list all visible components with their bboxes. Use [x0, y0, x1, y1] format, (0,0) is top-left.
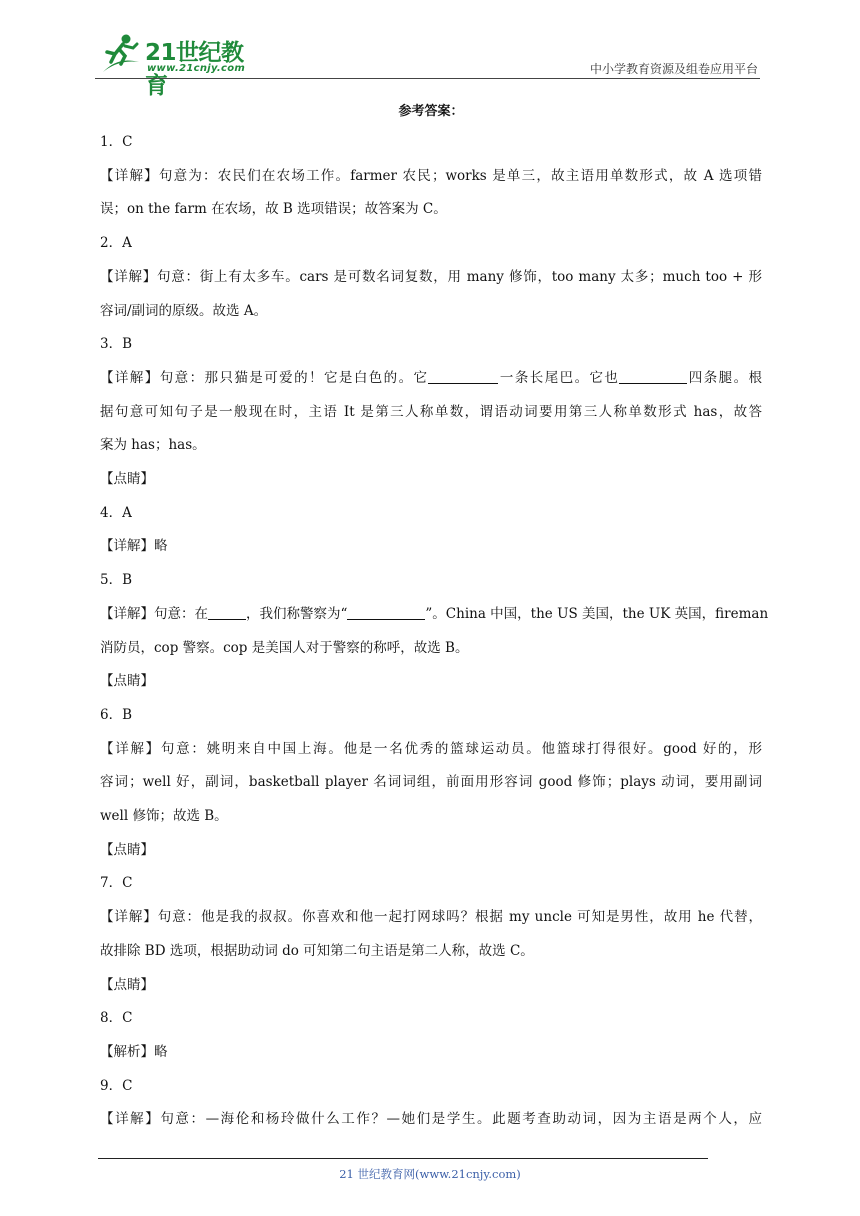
answer-note: 【点睛】 [100, 673, 154, 690]
answer-content [100, 102, 769, 1137]
answer-number: 2．A [100, 235, 132, 252]
answer-detail: 【详解】句意为：农民们在农场工作。farmer 农民；works 是单三，故主语用单数形式，故 A 选项错 [100, 167, 762, 184]
blank-line [208, 605, 246, 620]
footer-divider [98, 1158, 708, 1159]
answer-number: 8．C [100, 1010, 133, 1027]
answer-detail: 【详解】句意：那只猫是可爱的！它是白色的。它 一条长尾巴。它也 四条腿。根 [100, 369, 763, 386]
answer-detail: 案为 has；has。 [100, 437, 206, 454]
answer-detail: 【详解】略 [100, 538, 168, 555]
answer-detail: 【详解】句意：街上有太多车。cars 是可数名词复数，用 many 修饰，too many 太多；much too + 形 [100, 268, 762, 285]
answer-number: 9．C [100, 1077, 133, 1094]
answer-note: 【点睛】 [100, 471, 154, 488]
answer-detail: 故排除 BD 选项，根据助动词 do 可知第二句主语是第二人称，故选 C。 [100, 942, 534, 959]
answer-detail: 消防员，cop 警察。cop 是美国人对于警察的称呼，故选 B。 [100, 639, 469, 656]
header-divider [95, 78, 760, 79]
answer-detail: 据句意可知句子是一般现在时，主语 It 是第三人称单数，谓语动词要用第三人称单数形式 has，故答 [100, 403, 762, 420]
answer-detail: 容词/副词的原级。故选 A。 [100, 302, 268, 319]
blank-line [619, 369, 687, 384]
answer-note: 【点睛】 [100, 976, 154, 993]
answer-detail: 【详解】句意：在 ，我们称警察为“ ”。China 中国，the US 美国，the UK 英国，fireman [100, 605, 769, 622]
answer-number: 4．A [100, 504, 132, 521]
answer-number: 3．B [100, 336, 133, 353]
answer-number: 7．C [100, 875, 133, 892]
answer-number: 1．C [100, 134, 133, 150]
answer-note: 【点睛】 [100, 841, 154, 858]
runner-logo-icon [95, 32, 143, 76]
blank-line [428, 369, 498, 384]
brand-name: 21世纪教育 [145, 40, 244, 99]
page-footer: 21 世纪教育网(www.21cnjy.com) [339, 1167, 521, 1181]
page-header [95, 30, 760, 99]
answer-detail: 容词；well 好，副词，basketball player 名词词组，前面用形容词 good 修饰；plays 动词，要用副词 [100, 774, 762, 791]
answer-number: 5．B [100, 572, 133, 589]
answer-detail: 【详解】句意：他是我的叔叔。你喜欢和他一起打网球吗？根据 my uncle 可知是男性，故用 he 代替， [100, 909, 762, 926]
answer-detail: 【解析】略 [100, 1043, 168, 1060]
answer-number: 6．B [100, 706, 133, 723]
answer-detail: 【详解】句意：—海伦和杨玲做什么工作？—她们是学生。此题考查助动词，因为主语是两个人，应 [100, 1111, 762, 1128]
page-title: 参考答案： [398, 104, 464, 119]
site-logo [95, 32, 265, 99]
platform-name: 中小学教育资源及组卷应用平台 [589, 62, 758, 76]
answer-detail: 【详解】句意：姚明来自中国上海。他是一名优秀的篮球运动员。他篮球打得很好。good 好的，形 [100, 740, 762, 757]
answer-detail: well 修饰；故选 B。 [100, 808, 228, 825]
answer-detail: 误；on the farm 在农场，故 B 选项错误；故答案为 C。 [100, 201, 447, 218]
brand-url: www.21cnjy.com [147, 63, 246, 74]
blank-line [347, 605, 425, 620]
